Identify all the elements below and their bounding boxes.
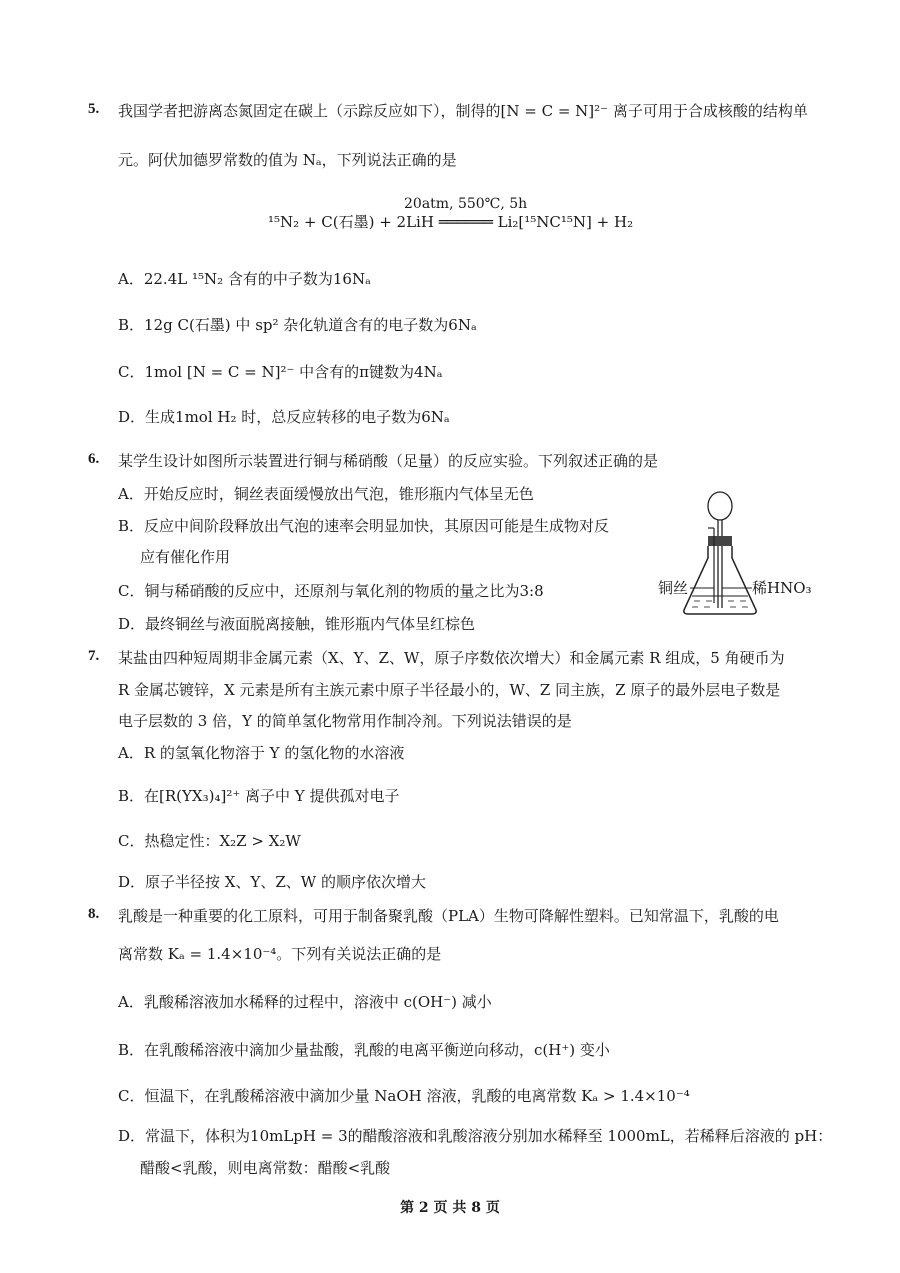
question-8-stem-line-2: 离常数 Kₐ = 1.4×10⁻⁴。下列有关说法正确的是	[118, 945, 442, 963]
apparatus-figure	[650, 488, 830, 623]
question-number-8: 8.	[88, 906, 100, 922]
question-6-option-b: B．反应中间阶段释放出气泡的速率会明显加快，其原因可能是生成物对反	[118, 517, 610, 535]
question-number-5: 5.	[88, 101, 100, 117]
question-number-7: 7.	[88, 648, 100, 664]
question-7-option-d: D．原子半径按 X、Y、Z、W 的顺序依次增大	[118, 873, 426, 891]
question-8-stem-line-1: 乳酸是一种重要的化工原料，可用于制备聚乳酸（PLA）生物可降解性塑料。已知常温下，乳酸的电	[118, 907, 779, 925]
question-8-option-d: D．常温下，体积为10mLpH = 3的醋酸溶液和乳酸溶液分别加水稀释至 1000mL，若稀释后溶液的 pH：	[118, 1127, 833, 1145]
conical-flask	[684, 546, 756, 614]
question-6-option-d: D．最终铜丝与液面脱离接触，锥形瓶内气体呈红棕色	[118, 615, 476, 633]
question-5-option-b: B．12g C(石墨) 中 sp² 杂化轨道含有的电子数为6Nₐ	[118, 316, 477, 334]
question-8-option-c: C．恒温下，在乳酸稀溶液中滴加少量 NaOH 溶液，乳酸的电离常数 Kₐ > 1.4×10⁻⁴	[118, 1087, 690, 1105]
stopper	[708, 536, 732, 546]
question-5-option-d: D．生成1mol H₂ 时，总反应转移的电子数为6Nₐ	[118, 408, 450, 426]
question-5-option-c: C．1mol [N = C = N]²⁻ 中含有的π键数为4Nₐ	[118, 363, 443, 381]
reaction-equation: ¹⁵N₂ + C(石墨) + 2LiH ══════ Li₂[¹⁵NC¹⁵N] + H₂	[268, 213, 634, 231]
question-6-option-c: C．铜与稀硝酸的反应中，还原剂与氧化剂的物质的量之比为3:8	[118, 582, 544, 600]
reaction-condition: 20atm, 550℃, 5h	[404, 196, 528, 212]
question-7-stem-line-3: 电子层数的 3 倍，Y 的简单氢化物常用作制冷剂。下列说法错误的是	[118, 712, 572, 730]
page-footer: 第 2 页 共 8 页	[400, 1200, 500, 1216]
question-6-option-b-cont: 应有催化作用	[140, 548, 231, 566]
question-5-option-a: A．22.4L ¹⁵N₂ 含有的中子数为16Nₐ	[118, 270, 371, 288]
question-5-stem-line-2: 元。阿伏加德罗常数的值为 Nₐ，下列说法正确的是	[118, 151, 457, 169]
question-7-option-a: A．R 的氢氧化物溶于 Y 的氢化物的水溶液	[118, 744, 405, 762]
question-7-option-c: C．热稳定性：X₂Z > X₂W	[118, 832, 301, 850]
question-6-stem: 某学生设计如图所示装置进行铜与稀硝酸（足量）的反应实验。下列叙述正确的是	[118, 452, 659, 470]
question-6-option-a: A．开始反应时，铜丝表面缓慢放出气泡，锥形瓶内气体呈无色	[118, 485, 534, 503]
question-7-stem-line-2: R 金属芯镀锌，X 元素是所有主族元素中原子半径最小的，W、Z 同主族，Z 原子的最外层电子数是	[118, 681, 781, 699]
figure-label-dilute-nitric-acid: 稀HNO₃	[752, 579, 812, 597]
question-number-6: 6.	[88, 451, 100, 467]
funnel-bulb	[708, 492, 732, 520]
question-8-option-d-cont: 醋酸<乳酸，则电离常数：醋酸<乳酸	[140, 1159, 391, 1177]
question-8-option-b: B．在乳酸稀溶液中滴加少量盐酸，乳酸的电离平衡逆向移动，c(H⁺) 变小	[118, 1041, 610, 1059]
figure-label-copper-wire: 铜丝	[658, 579, 689, 597]
question-5-stem-line-1: 我国学者把游离态氮固定在碳上（示踪反应如下），制得的[N = C = N]²⁻ 离子可用于合成核酸的结构单	[118, 102, 808, 120]
question-7-option-b: B．在[R(YX₃)₄]²⁺ 离子中 Y 提供孤对电子	[118, 787, 400, 805]
question-7-stem-line-1: 某盐由四种短周期非金属元素（X、Y、Z、W，原子序数依次增大）和金属元素 R 组成，5 角硬币为	[118, 649, 785, 667]
question-8-option-a: A．乳酸稀溶液加水稀释的过程中，溶液中 c(OH⁻) 减小	[118, 993, 492, 1011]
